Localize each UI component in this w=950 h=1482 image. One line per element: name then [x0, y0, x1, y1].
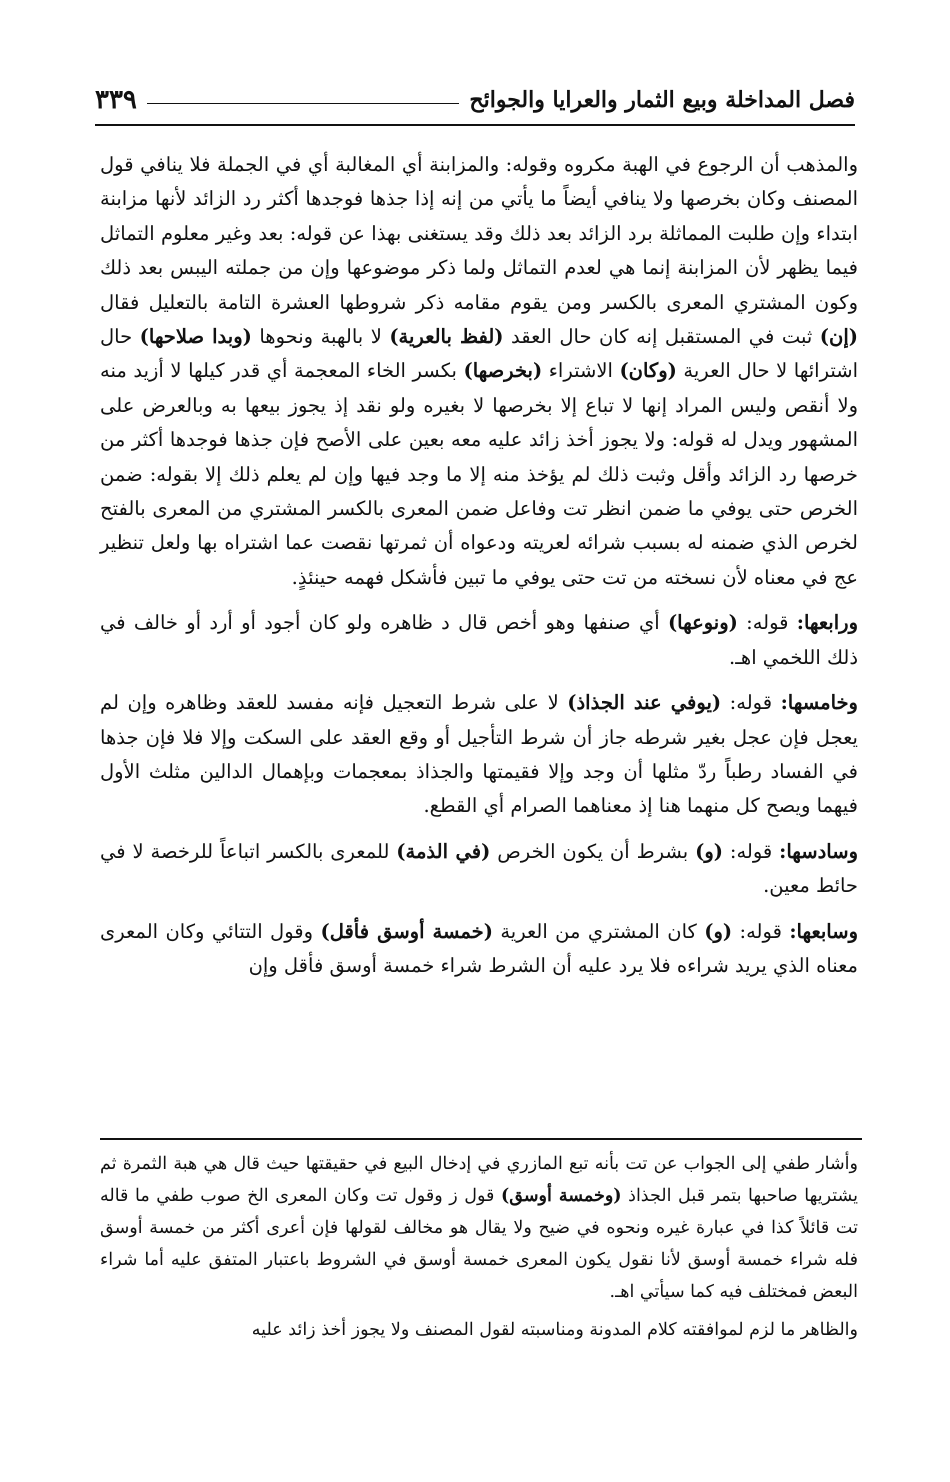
paragraph-lead: ورابعها: [796, 611, 858, 635]
paragraph-seventh-condition: وسابعها: قوله: (و) كان المشتري من العرية (خمسة أوسق فأقل) وقول التتائي وكان المعرى معناه الذي يريد شراءه فلا يرد عليه أن الشرط شراء خمسة أوسق فأقل وإن [100, 919, 858, 977]
paragraph-lead: وسابعها: [789, 919, 858, 943]
footnotes [100, 1148, 858, 1346]
paragraph-fifth-condition: وخامسها: قوله: (يوفي عند الجذاذ) لا على شرط التعجيل فإنه مفسد للعقد وظاهره وإن لم يعجل فإن عجل بغير شرطه جاز أن شرط التأجيل أو وقع العقد على السكت وإلا فلا فإن جذها في الفساد رطباً ردّ مثلها أن وجد وإلا فقيمتها والجذاذ بمعجمات وبإهمال الدالين مثلث الأول فيهما ويصح كل منهما هنا إذ معناهما الصرام أي القطع. [100, 691, 858, 818]
running-header [95, 80, 855, 120]
chapter-title: فصل المداخلة وبيع الثمار والعرايا والجوائح [469, 87, 855, 113]
paragraph-1: والمذهب أن الرجوع في الهبة مكروه وقوله: والمزابنة أي المغالبة أي في الجملة فلا ينافي قول المصنف وكان بخرصها ولا ينافي أيضاً ما يأتي من إنه إذا جذها فوجدها أكثر رد الزائد لأنها مزابنة ابتداء وإن طلبت المماثلة برد الزائد بعد ذلك وقد يستغنى بهذا عن قوله: بعد وغير معلوم التماثل فيما يظهر لأن المزابنة إنما هي لعدم التماثل ولما ذكر موضوعها وإن من جملته اليبس بعد ذلك وكون المشتري المعرى بالكسر ومن يقوم مقامه ذكر شروطها العشرة التامة بالتعليل فقال (إن) ثبت في المستقبل إنه كان حال العقد (لفظ بالعرية) لا بالهبة ونحوها (وبدا صلاحها) حال اشترائها لا حال العرية (وكان) الاشتراء (بخرصها) بكسر الخاء المعجمة أي قدر كيلها لا أزيد منه ولا أنقص وليس المراد إنها لا تباع إلا بخرصها لا بغيره ولو نقد إذ يجوز بيعها به وبالعرض على المشهور ويدل له قوله: ولا يجوز أخذ زائد عليه معه بعين على الأصح فإن جذها فوجدها أكثر من خرصها رد الزائد وأقل وثبت ذلك لم يؤخذ منه إلا ما وجد فيها وإن لم يعلم ذلك إلا بقوله: ضمن الخرص حتى يوفي ما ضمن انظر تت وفاعل ضمن المعرى بالكسر المشتري من المعرى بالفتح لخرص الذي ضمنه له بسبب شرائه لعريته ودعواه أن ثمرتها نقصت عما اشتراه بها ولعل تنظير عج في معناه لأن نسخته من تت حتى يوفي ما تبين فأشكل فهمه حينئذٍ. [100, 153, 858, 589]
header-leader-line [147, 103, 460, 104]
main-text [100, 148, 858, 983]
paragraph-lead: وخامسها: [780, 691, 858, 715]
footnote-1: وأشار طفي إلى الجواب عن تت بأنه تبع المازري في إدخال البيع في حقيقتها حيث قال هي هبة الثمرة ثم يشتريها صاحبها بتمر قبل الجذاذ (وخمسة أوسق) قول ز وقول تت وكان المعرى الخ صوب طفي ما قاله تت قائلاً كذا في عبارة غيره ونحوه في ضيح ولا يقال هو مخالف لقولها فإن أعرى أكثر من خمسة أوسق فله شراء خمسة أوسق لأنا نقول يكون المعرى خمسة أوسق في الشروط باعتبار المتفق عليه أما شراء البعض فمختلف فيه كما سيأتي اهـ. [100, 1154, 858, 1302]
footnote-2: والظاهر ما لزم لموافقته كلام المدونة ومناسبته لقول المصنف ولا يجوز أخذ زائد عليه [251, 1320, 858, 1340]
paragraph-sixth-condition: وسادسها: قوله: (و) بشرط أن يكون الخرص (في الذمة) للمعرى بالكسر اتباعاً للرخصة لا في حائط معين. [100, 839, 859, 898]
paragraph-fourth-condition: ورابعها: قوله: (ونوعها) أي صنفها وهو أخص قال د ظاهره ولو كان أجود أو أرد أو خالف في ذلك اللخمي اهـ. [100, 611, 858, 669]
footnote-separator [100, 1138, 862, 1140]
paragraph-lead: وسادسها: [779, 839, 859, 863]
page-number: ٣٣٩ [95, 85, 137, 115]
header-rule [95, 124, 855, 126]
